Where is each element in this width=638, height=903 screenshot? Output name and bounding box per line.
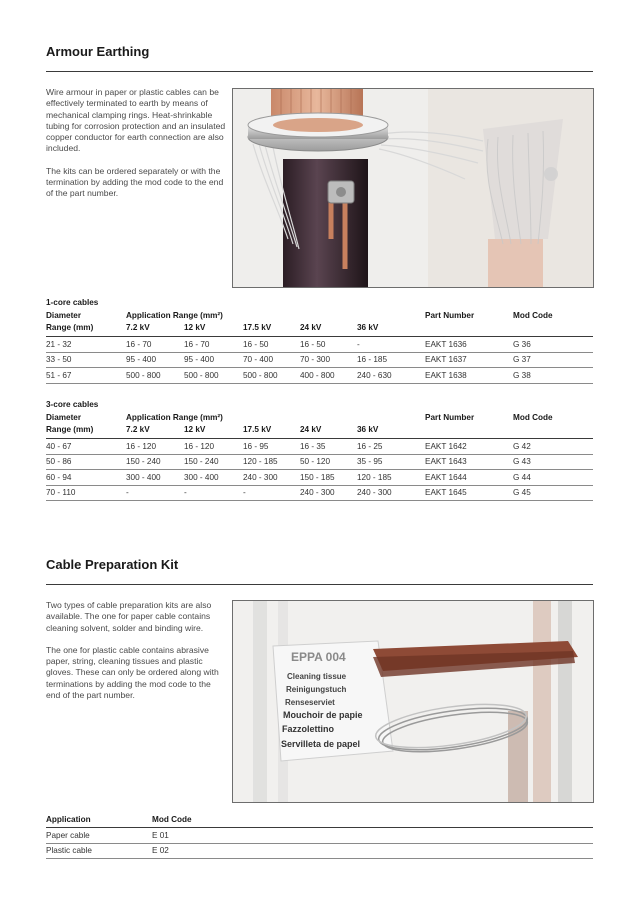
cell: E 02 [152,846,169,855]
table-header [46,412,593,439]
cell: 150 - 240 [126,457,161,466]
header-application-range: Application Range (mm²) [126,311,223,320]
cell: 400 - 800 [300,370,335,380]
cell: G 38 [513,370,531,380]
cell: 16 - 50 [243,339,269,349]
photo-text-line: Reinigungstuch [286,685,347,694]
header-part-number: Part Number [425,311,475,320]
photo-text-line: Servilleta de papel [281,739,361,749]
photo-text-line: Fazzolettino [282,724,334,734]
table-header [46,814,593,828]
photo-text-line: Mouchoir de papie [283,710,363,720]
cell: EAKT 1638 [425,370,467,380]
cell: 33 - 50 [46,355,72,364]
table-caption: 3-core cables [46,400,99,409]
cell: EAKT 1644 [425,472,467,482]
section-rule [46,584,593,585]
cell: - [184,488,187,497]
armour-paragraph-1: Wire armour in paper or plastic cables can be effectively terminated to earth by means of mechanical clamping rings. Heat-shrinkable tubing for corrosion protection and an insulated copper conductor for earth connection are also included. [46,87,226,154]
cell: G 44 [513,472,531,482]
cell: 95 - 400 [184,355,215,364]
cell: Plastic cable [46,846,92,855]
cell: G 45 [513,488,531,497]
table-row [46,455,593,471]
header-24kv: 24 kV [300,425,322,434]
photo-text-line: Cleaning tissue [287,672,347,681]
photo-text-title: EPPA 004 [291,650,346,664]
header-12kv: 12 kV [184,425,206,434]
header-diameter: Diameter [46,311,82,320]
section-rule [46,71,593,72]
header-17-5kv: 17.5 kV [243,323,272,332]
cell: 50 - 120 [300,457,331,466]
cell: EAKT 1643 [425,457,467,466]
cell: - [243,488,246,497]
cell: 150 - 185 [300,472,335,482]
cell: 300 - 400 [184,472,219,482]
cell: 240 - 300 [300,488,335,497]
armour-description [46,87,226,211]
table-row [46,486,593,502]
table-1-core-cables [46,298,593,384]
cell: 240 - 300 [357,488,392,497]
prep-paragraph-1: Two types of cable preparation kits are also available. The one for paper cable contains cleaning solvent, solder and binding wire. [46,600,212,633]
table-3-core-cables [46,400,593,501]
header-24kv: 24 kV [300,323,322,332]
table-row [46,470,593,486]
table-row [46,828,593,844]
cell: 16 - 120 [184,441,215,451]
cell: 16 - 95 [243,441,269,451]
header-36kv: 36 kV [357,323,379,332]
cell: EAKT 1645 [425,488,467,497]
header-36kv: 36 kV [357,425,379,434]
cell: 60 - 94 [46,472,72,482]
header-12kv: 12 kV [184,323,206,332]
cell: 16 - 185 [357,355,388,364]
header-mod-code: Mod Code [152,815,192,824]
cell: - [357,339,360,349]
cell: 35 - 95 [357,457,383,466]
cell: 240 - 300 [243,472,278,482]
header-mod-code: Mod Code [513,413,553,422]
cell: 240 - 630 [357,370,392,380]
cell: 50 - 86 [46,457,72,466]
header-range-mm: Range (mm) [46,323,94,332]
cell: EAKT 1637 [425,355,467,364]
cell: G 42 [513,441,531,451]
cell: 500 - 800 [126,370,161,380]
cell: 150 - 240 [184,457,219,466]
prep-description [46,600,226,712]
cell: 120 - 185 [357,472,392,482]
cell: G 43 [513,457,531,466]
cell: EAKT 1642 [425,441,467,451]
table-row [46,353,593,369]
header-diameter: Diameter [46,413,82,422]
armour-earthing-photo [232,88,594,288]
cell: - [126,488,129,497]
cell: EAKT 1636 [425,339,467,349]
header-application: Application [46,815,91,824]
cell: 16 - 70 [184,339,210,349]
header-part-number: Part Number [425,413,475,422]
cell: Paper cable [46,830,90,840]
cell: 70 - 300 [300,355,331,364]
cell: 16 - 35 [300,441,326,451]
armour-paragraph-2: The kits can be ordered separately or with the termination by adding the mod code to the end of the part number. [46,165,224,199]
table-caption: 1-core cables [46,298,99,307]
cell: 16 - 70 [126,339,152,349]
cell: 21 - 32 [46,339,72,349]
armour-earthing-illustration [233,89,593,287]
prep-paragraph-2: The one for plastic cable contains abrasive paper, string, cleaning tissues and plastic gloves. These can only be ordered along with terminations by adding the mod code to the end of the part number. [46,644,219,701]
cell: E 01 [152,830,169,840]
cell: 70 - 110 [46,488,76,497]
table-prep-kit-mod-codes [46,814,593,859]
cell: 500 - 800 [184,370,219,380]
table-row [46,844,593,860]
table-row [46,337,593,353]
cable-preparation-kit-illustration [233,601,593,802]
table-header [46,310,593,337]
section-title-armour-earthing: Armour Earthing [46,44,150,59]
cell: 16 - 50 [300,339,326,349]
photo-text-line: Renseserviet [285,698,335,707]
header-application-range: Application Range (mm²) [126,413,223,422]
cell: 70 - 400 [243,355,274,364]
cell: 300 - 400 [126,472,161,482]
header-7-2kv: 7.2 kV [126,425,150,434]
cell: 40 - 67 [46,441,72,451]
cell: 95 - 400 [126,355,157,364]
cell: 16 - 120 [126,441,157,451]
header-17-5kv: 17.5 kV [243,425,272,434]
header-range-mm: Range (mm) [46,425,94,434]
cell: 500 - 800 [243,370,278,380]
cell: 120 - 185 [243,457,278,466]
cell: 51 - 67 [46,370,72,380]
cell: G 37 [513,355,531,364]
cable-preparation-kit-photo [232,600,594,803]
header-7-2kv: 7.2 kV [126,323,150,332]
section-title-cable-preparation-kit: Cable Preparation Kit [46,557,179,572]
cell: 16 - 25 [357,441,383,451]
cell: G 36 [513,339,531,349]
table-row [46,439,593,455]
header-mod-code: Mod Code [513,311,553,320]
table-row [46,368,593,384]
